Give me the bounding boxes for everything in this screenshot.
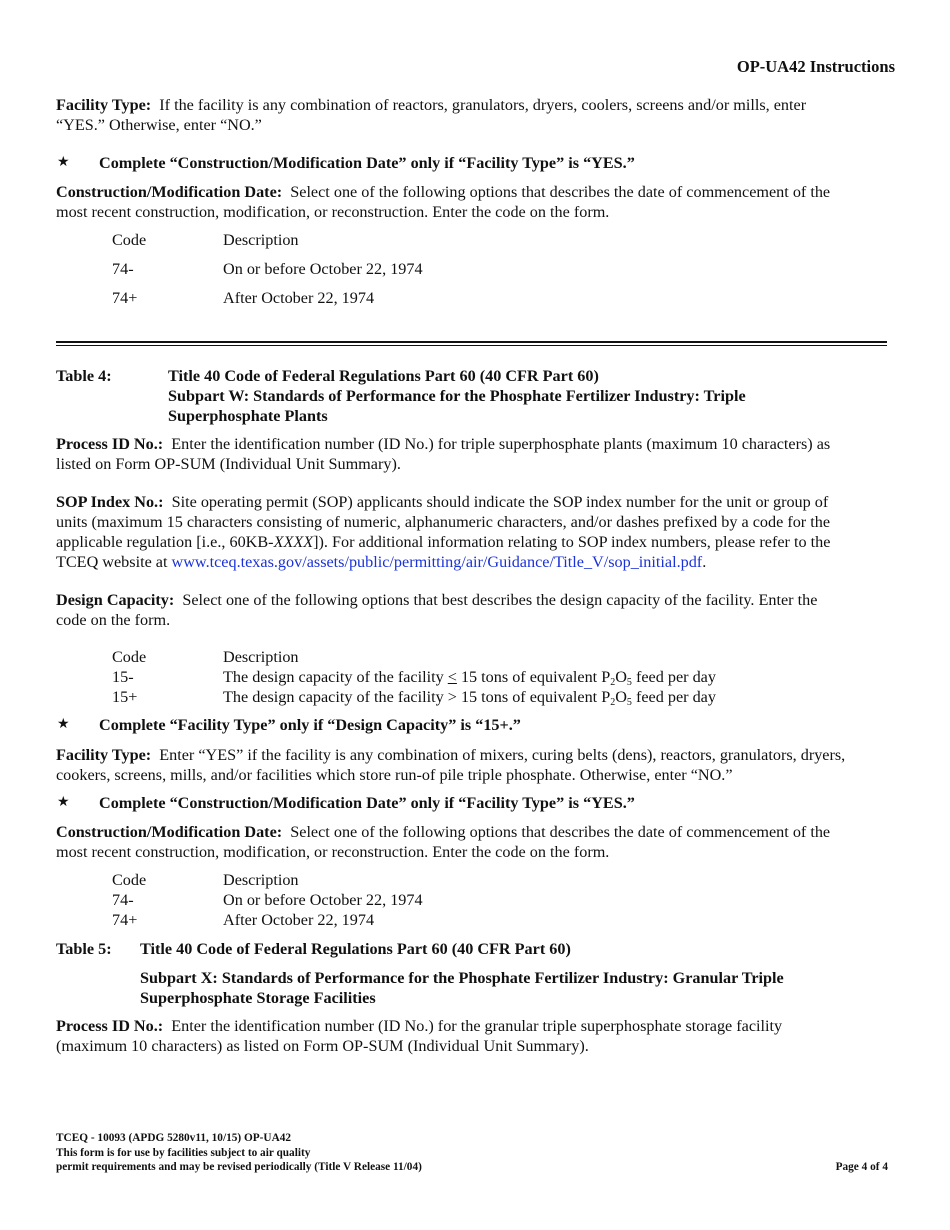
footer-page-number: Page 4 of 4 — [835, 1161, 888, 1173]
facility-type-text-2: “YES.” Otherwise, enter “NO.” — [56, 116, 262, 134]
footer-form-info: TCEQ - 10093 (APDG 5280v11, 10/15) OP-UA42 This form is for use by facilities subject to air quality permit requirements and may be revised periodically (Title V Release 11/04) — [56, 1132, 422, 1173]
page-header-title: OP-UA42 Instructions — [736, 57, 895, 76]
divider-rule — [56, 345, 887, 346]
note-construction-date: Complete “Construction/Modification Date” only if “Facility Type” is “YES.” — [99, 794, 635, 812]
process-id-label: Process ID No.: — [56, 1017, 164, 1035]
table5-title: Title 40 Code of Federal Regulations Part 60 (40 CFR Part 60) — [140, 940, 571, 958]
divider-rule — [56, 341, 887, 343]
note-facility-type: Complete “Facility Type” only if “Design Capacity” is “15+.” — [99, 716, 521, 734]
table5-subtitle: Subpart X: Standards of Performance for the Phosphate Fertilizer Industry: Granular Triple Superphosphate Storage Facilities — [140, 969, 784, 1007]
table4-title: Title 40 Code of Federal Regulations Part 60 (40 CFR Part 60) Subpart W: Standards of Performance for the Phosphate Fertilizer Industry: Triple Superphosphate Plants — [168, 367, 746, 425]
design-capacity-paragraph: Design Capacity: Select one of the following options that best describes the design capacity of the facility. Enter the code on the form. — [56, 591, 818, 629]
table4-label: Table 4: — [56, 367, 112, 385]
facility-type-text: If the facility is any combination of reactors, granulators, dryers, coolers, screens and/or mills, enter — [159, 96, 807, 114]
sop-index-label: SOP Index No.: — [56, 493, 164, 511]
construction-date-label: Construction/Modification Date: — [56, 183, 283, 201]
table5-label: Table 5: — [56, 940, 112, 958]
construction-date-label: Construction/Modification Date: — [56, 823, 283, 841]
star-bullet-icon: ★ — [57, 795, 70, 810]
star-bullet-icon: ★ — [57, 155, 70, 170]
design-capacity-label: Design Capacity: — [56, 591, 175, 609]
facility-type-label: Facility Type: — [56, 746, 152, 764]
note-construction-date: Complete “Construction/Modification Date” only if “Facility Type” is “YES.” — [99, 154, 635, 172]
construction-date-paragraph: Construction/Modification Date: Select one of the following options that describes the date of commencement of the most recent construction, modification, or reconstruction. Enter the code on the form. — [56, 183, 831, 221]
process-id-paragraph: Process ID No.: Enter the identification number (ID No.) for triple superphosphate plants (maximum 10 characters) as listed on Form OP-SUM (Individual Unit Summary). — [56, 435, 831, 473]
construction-date-paragraph: Construction/Modification Date: Select one of the following options that describes the date of commencement of the most recent construction, modification, or reconstruction. Enter the code on the form. — [56, 823, 831, 861]
facility-type-paragraph — [56, 95, 896, 135]
process-id-paragraph: Process ID No.: Enter the identification number (ID No.) for the granular triple superphosphate storage facility (maximum 10 characters) as listed on Form OP-SUM (Individual Unit Summary). — [56, 1017, 783, 1055]
facility-type-paragraph: Facility Type: Enter “YES” if the facility is any combination of mixers, curing belts (dens), reactors, granulators, dryers, cookers, screens, mills, and/or facilities which store run-of pile triple phosphate. Otherwise, enter “NO.” — [56, 746, 846, 784]
process-id-label: Process ID No.: — [56, 435, 164, 453]
facility-type-label: Facility Type: — [56, 96, 152, 114]
sop-index-paragraph: SOP Index No.: Site operating permit (SOP) applicants should indicate the SOP index number for the unit or group of units (maximum 15 characters consisting of numeric, alphanumeric characters, and/or dashes prefixed by a code for the applicable regulation [i.e., 60KB-XXXX]). For additional information relating to SOP index numbers, please refer to the TCEQ website at www.tceq.texas.gov/assets/public/permitting/air/Guidance/Title_V/sop_initial.pdf. — [56, 493, 831, 571]
star-bullet-icon: ★ — [57, 717, 70, 732]
sop-guidance-link[interactable]: www.tceq.texas.gov/assets/public/permitting/air/Guidance/Title_V/sop_initial.pdf — [171, 553, 703, 571]
